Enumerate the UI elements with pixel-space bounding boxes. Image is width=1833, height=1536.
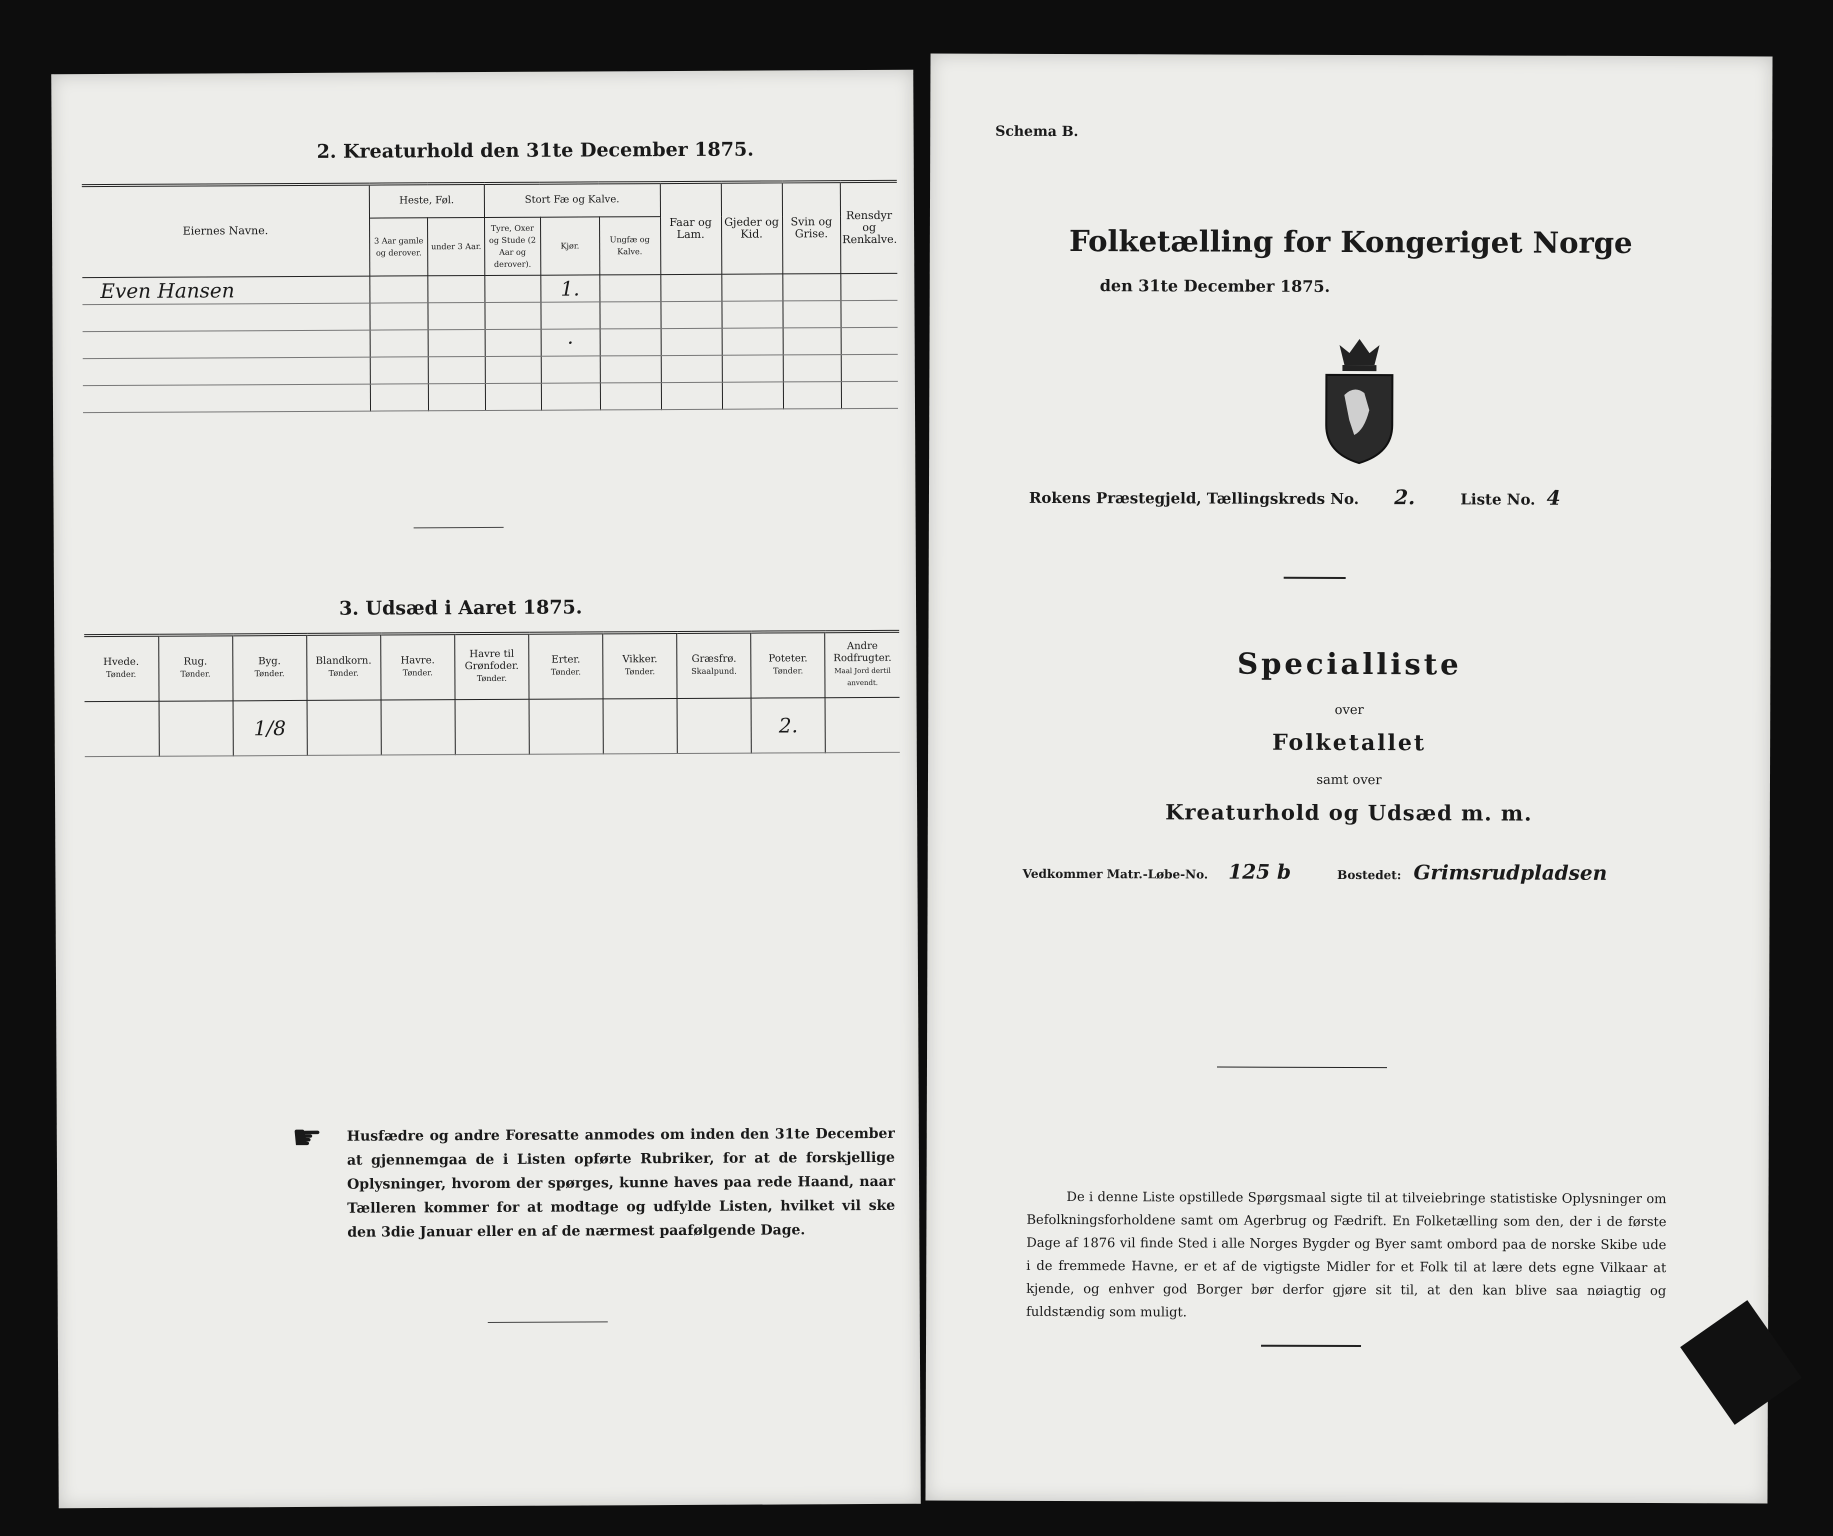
seed-header-havre: Havre. Tønder. xyxy=(380,634,454,700)
owner-cell xyxy=(83,330,370,359)
seed-header-rodfrugter: Andre Rodfrugter. Maal Jord dertil anvendt. xyxy=(825,631,900,697)
seed-value xyxy=(825,697,900,752)
liste-label: Liste No. xyxy=(1460,490,1536,509)
bosted-value: Grimsrudpladsen xyxy=(1413,860,1608,885)
seed-header-graesfro: Græsfrø. Skaalpund. xyxy=(677,632,751,698)
kjor-cell xyxy=(541,302,600,329)
divider xyxy=(1284,577,1346,579)
matr-label: Vedkommer Matr.-Løbe-No. xyxy=(1022,866,1209,882)
kjor-cell: 1. xyxy=(541,275,600,302)
divider xyxy=(1217,1067,1387,1069)
table-row xyxy=(85,697,900,756)
norwegian-coat-of-arms-icon xyxy=(1314,335,1404,465)
bosted-label: Bostedet: xyxy=(1337,867,1402,883)
right-page xyxy=(925,54,1772,1504)
pointing-hand-icon: ☛ xyxy=(291,1117,323,1159)
liste-number: 4 xyxy=(1546,485,1561,510)
stort-b-header: Kjør. xyxy=(540,217,599,275)
kjor-cell: · xyxy=(541,329,600,356)
owner-header: Eiernes Navne. xyxy=(82,184,370,278)
table-row xyxy=(82,300,897,331)
parish-label: Rokens Præstegjeld, Tællingskreds No. xyxy=(1028,488,1360,509)
table-row xyxy=(83,327,898,358)
table-row xyxy=(83,381,898,412)
seed-header-gronfoder: Havre til Grønfoder. Tønder. xyxy=(455,633,529,699)
seed-header-blandkorn: Blandkorn. Tønder. xyxy=(306,634,380,700)
seed-value xyxy=(85,701,159,756)
intro-paragraph: De i denne Liste opstillede Spørgsmaal sigte til at tilveiebringe statistiske Oplysninger om Befolkningsforholdene samt om Agerbrug og Fædrift. En Folketælling som den, der i de første Dage af 1876 vil finde Sted i alle Norges Bygder og Byer samt ombord paa de norske Skibe ude i de fremmede Havne, er et af de vigtigste Midler for et Folk til at lære dets egne Vilkaar at kjende, og enhver god Borger bør derfor gjøre sit til, at den kan blive saa nøiagtig og fuldstændig som muligt. xyxy=(1026,1190,1667,1321)
heste-b-header: under 3 Aar. xyxy=(428,218,485,276)
kjor-cell xyxy=(541,356,600,383)
livestock-table xyxy=(82,180,898,413)
table-row xyxy=(82,273,897,304)
samt-over-text: samt over xyxy=(1316,772,1382,789)
faar-header: Faar og Lam. xyxy=(660,182,721,274)
seed-value xyxy=(677,698,751,753)
heste-header: Heste, Føl. xyxy=(369,184,484,219)
owner-cell: Even Hansen xyxy=(82,276,369,305)
rensdyr-header: Rensdyr og Renkalve. xyxy=(840,181,897,273)
specialliste-heading: Specialliste xyxy=(1237,646,1462,682)
seed-header-erter: Erter. Tønder. xyxy=(529,633,603,699)
main-title: Folketælling for Kongeriget Norge xyxy=(1069,224,1633,260)
kreds-number: 2. xyxy=(1394,485,1416,510)
section3-title: 3. Udsæd i Aaret 1875. xyxy=(338,596,583,620)
divider xyxy=(488,1321,608,1323)
stort-c-header: Ungfæ og Kalve. xyxy=(599,217,660,275)
owner-cell xyxy=(82,303,369,332)
seed-header-hvede: Hvede. Tønder. xyxy=(84,635,158,701)
schema-label: Schema B. xyxy=(995,123,1079,141)
divider xyxy=(1261,1345,1361,1347)
seed-value xyxy=(159,701,233,756)
svin-header: Svin og Grise. xyxy=(782,182,841,274)
kreaturhold-heading: Kreaturhold og Udsæd m. m. xyxy=(1165,799,1533,826)
matr-number: 125 b xyxy=(1228,859,1292,884)
seed-header-vikker: Vikker. Tønder. xyxy=(603,632,677,698)
seed-value xyxy=(603,698,677,753)
notice-text: Husfædre og andre Foresatte anmodes om inden den 31te December at gjennemgaa de i Listen opførte Rubriker, for at de forskjellige Oplysninger, hvorom der spørges, kunne haves paa rede Haand, naar Tælleren kommer for at modtage og udfylde Listen, hvilket vil ske den 3die Januar eller en af de nærmest paafølgende Dage. xyxy=(346,1125,896,1241)
matr-line xyxy=(1023,859,1608,885)
seed-header-byg: Byg. Tønder. xyxy=(232,634,306,700)
left-page xyxy=(51,70,920,1508)
section2-title: 2. Kreaturhold den 31te December 1875. xyxy=(316,138,754,163)
seed-value xyxy=(381,700,455,755)
table-row xyxy=(83,354,898,385)
seed-value: 1/8 xyxy=(233,700,307,755)
heste-a-header: 3 Aar gamle og derover. xyxy=(369,218,428,276)
seed-value xyxy=(529,699,603,754)
seed-table xyxy=(84,630,900,757)
folketallet-heading: Folketallet xyxy=(1272,729,1427,757)
stort-header: Stort Fæ og Kalve. xyxy=(484,183,660,218)
seed-header-poteter: Poteter. Tønder. xyxy=(751,632,825,698)
seed-value: 2. xyxy=(751,698,825,753)
owner-cell xyxy=(83,357,370,386)
title-date: den 31te December 1875. xyxy=(1099,276,1331,296)
seed-value xyxy=(307,700,381,755)
gjeder-header: Gjeder og Kid. xyxy=(721,182,782,274)
seed-value xyxy=(455,699,529,754)
seed-header-rug: Rug. Tønder. xyxy=(158,635,232,701)
over-text: over xyxy=(1334,702,1364,719)
divider xyxy=(414,527,504,528)
stort-a-header: Tyre, Oxer og Stude (2 Aar og derover). xyxy=(484,217,541,275)
parish-line xyxy=(1029,484,1561,510)
